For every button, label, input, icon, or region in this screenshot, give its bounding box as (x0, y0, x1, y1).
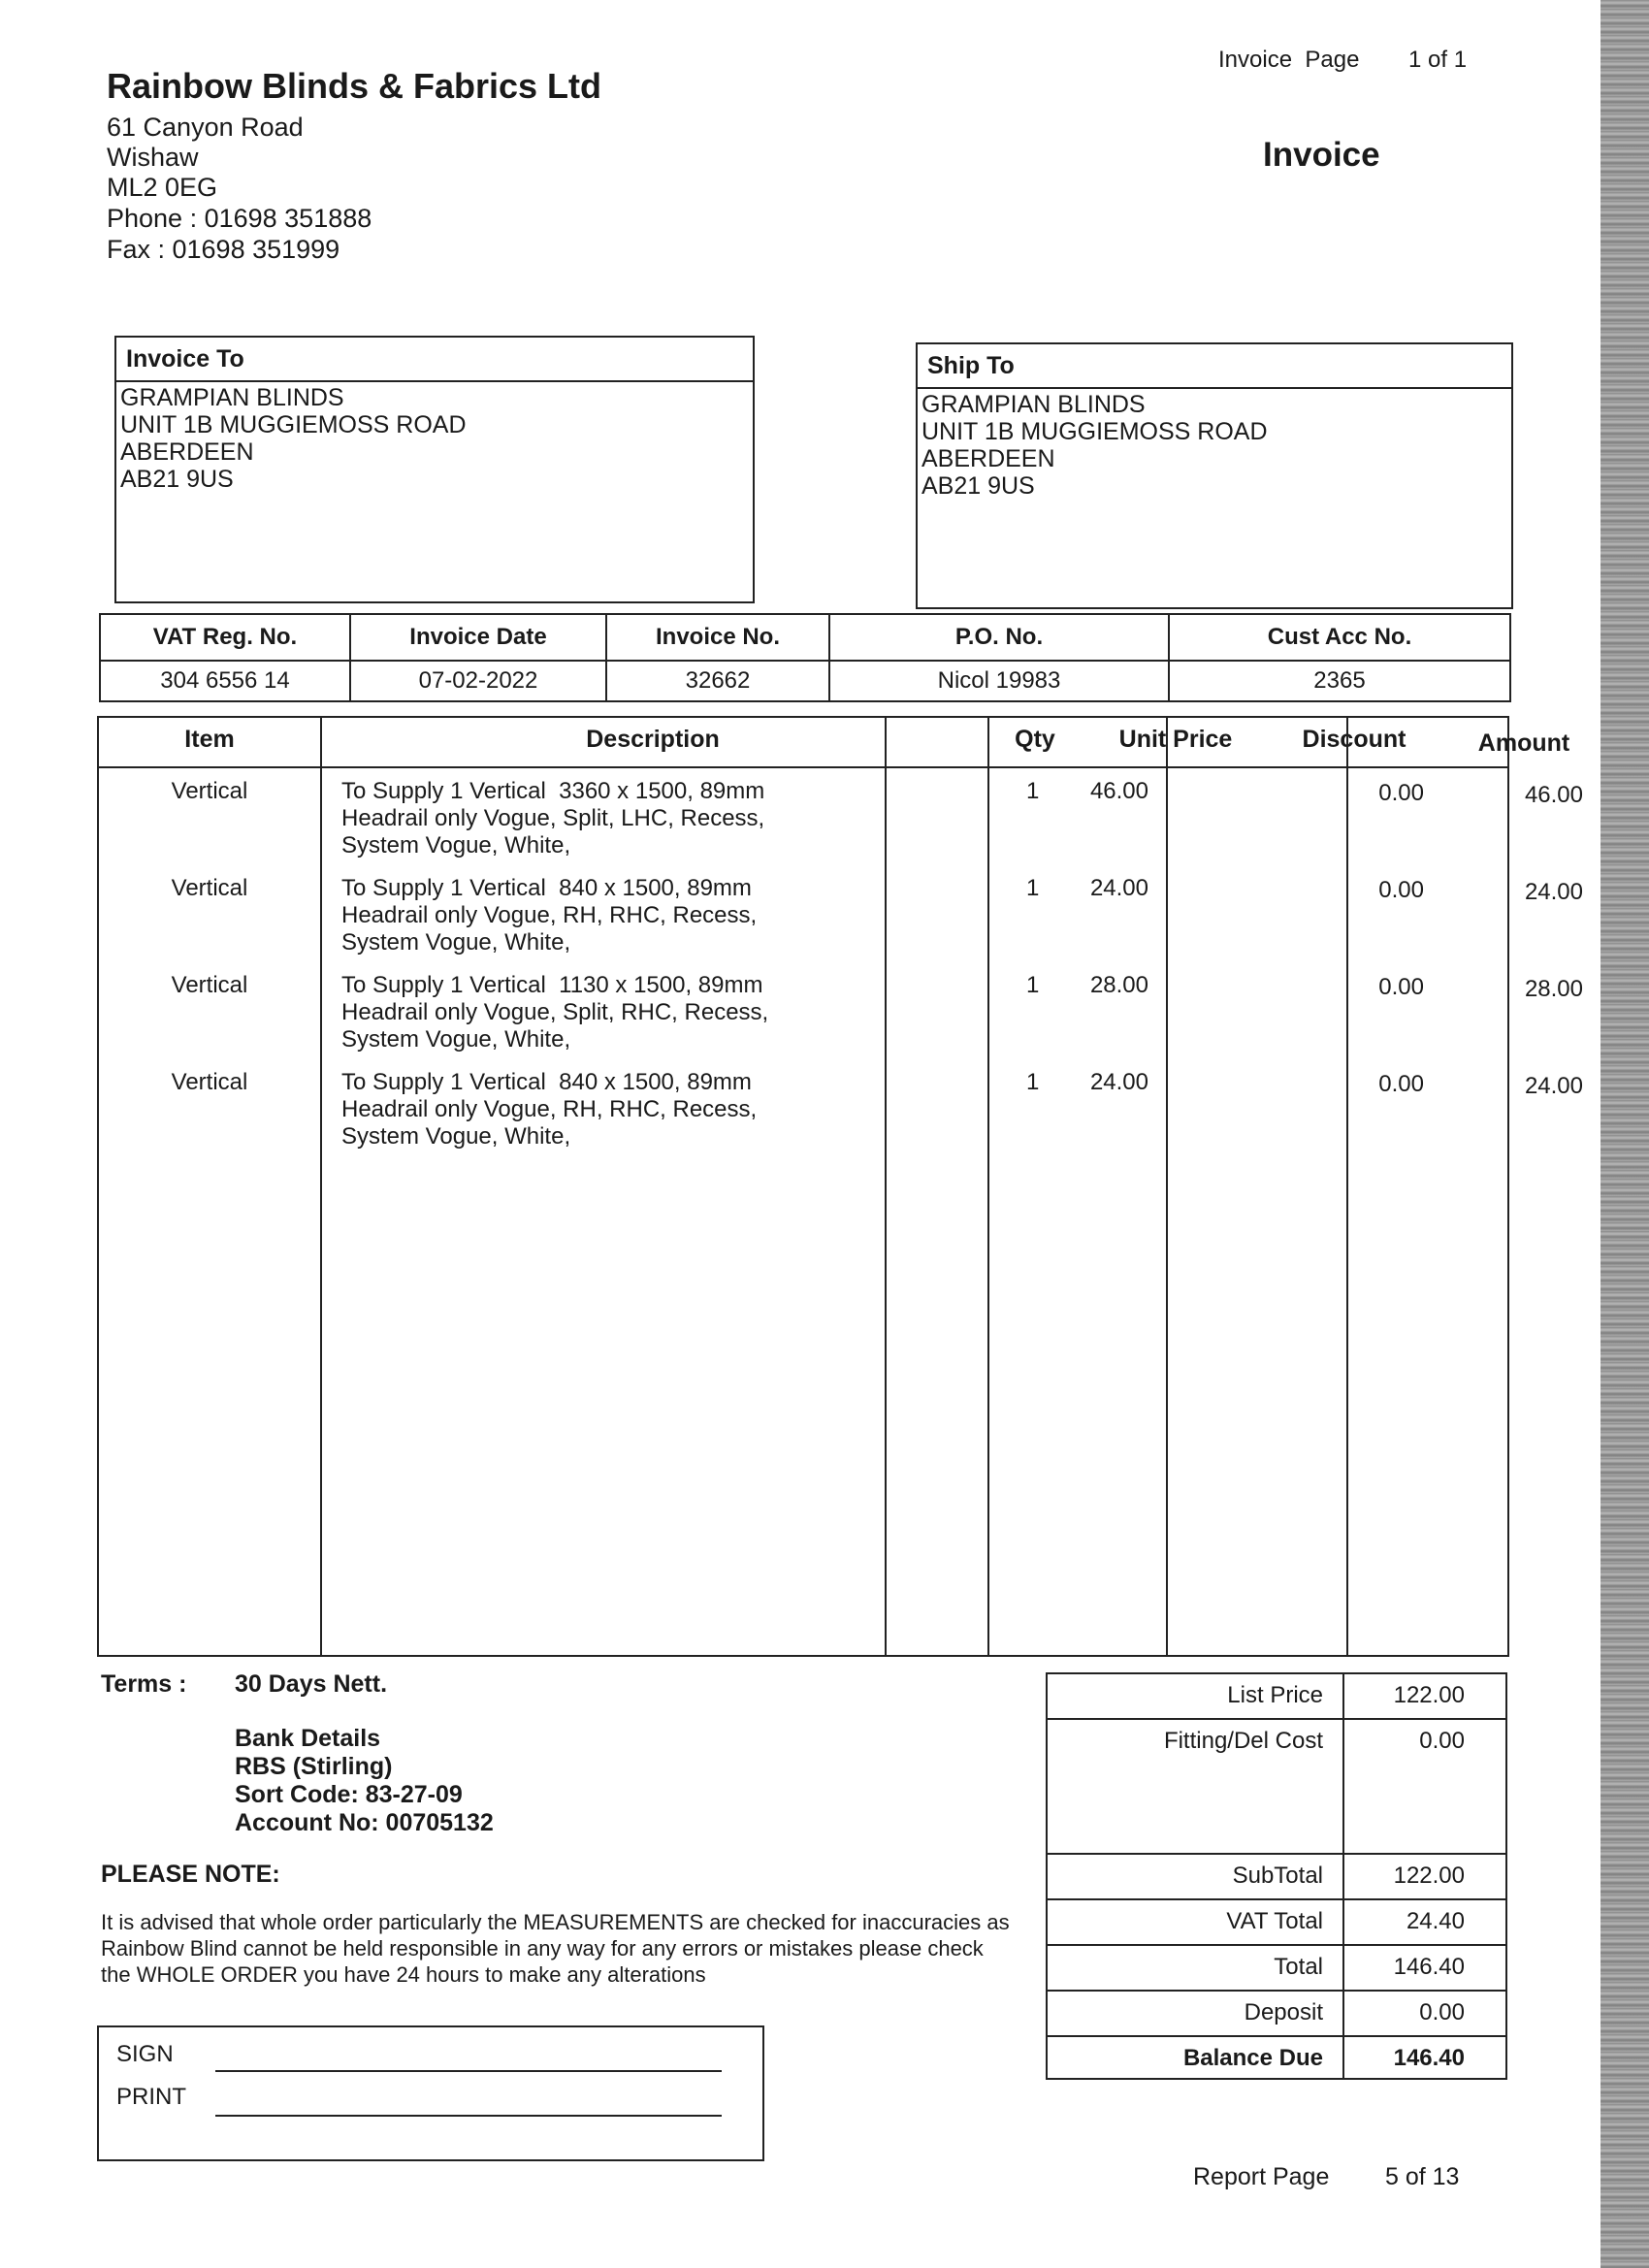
scan-edge-shadow (1600, 0, 1649, 2268)
totals-row-deposit (1048, 1992, 1505, 2037)
total-value: 146.40 (1393, 1954, 1465, 1980)
description-line: To Supply 1 Vertical 1130 x 1500, 89mm (341, 972, 763, 998)
discount-cell: 0.00 (1378, 1071, 1424, 1097)
items-header-row (99, 718, 1570, 768)
unit-price-cell: 46.00 (1089, 778, 1148, 804)
po-no-value: Nicol 19983 (829, 661, 1169, 701)
table-row (99, 863, 1583, 960)
sign-label: SIGN (116, 2041, 174, 2067)
qty-header: Qty (1015, 726, 1055, 753)
cust-acc-value: 2365 (1169, 661, 1510, 701)
unit-price-header: Unit Price (1118, 726, 1233, 753)
totals-row-fitting (1048, 1720, 1505, 1855)
address-line: ABERDEEN (922, 445, 1055, 472)
invoice-to-label: Invoice To (116, 338, 753, 382)
signature-box (97, 2025, 764, 2161)
qty-cell: 1 (1026, 1069, 1040, 1095)
description-cell (341, 875, 962, 956)
bank-name: RBS (Stirling) (235, 1753, 393, 1780)
meta-header-row (100, 614, 1510, 661)
cust-acc-header: Cust Acc No. (1169, 614, 1510, 661)
po-no-header: P.O. No. (829, 614, 1169, 661)
company-address-line: 61 Canyon Road (107, 113, 304, 142)
list-price-value: 122.00 (1393, 1682, 1465, 1708)
document-title: Invoice (1263, 136, 1380, 174)
totals-row-subtotal (1048, 1855, 1505, 1900)
deposit-label: Deposit (1244, 1999, 1323, 2025)
totals-row-vat (1048, 1900, 1505, 1946)
item-header: Item (184, 726, 235, 753)
invoice-to-address (116, 382, 753, 495)
vat-reg-header: VAT Reg. No. (100, 614, 350, 661)
sign-line (215, 2070, 722, 2072)
print-label: PRINT (116, 2084, 186, 2110)
invoice-no-header: Invoice No. (606, 614, 829, 661)
fitting-label: Fitting/Del Cost (1163, 1728, 1323, 1754)
description-cell (341, 972, 962, 1053)
item-cell: Vertical (171, 875, 248, 901)
ship-to-address (918, 389, 1511, 502)
description-line: To Supply 1 Vertical 840 x 1500, 89mm (341, 1069, 752, 1095)
invoice-meta-table (99, 613, 1511, 702)
invoice-to-box (114, 336, 755, 603)
discount-cell: 0.00 (1378, 780, 1424, 806)
address-line: AB21 9US (120, 466, 234, 493)
qty-cell: 1 (1026, 778, 1040, 804)
invoice-page-value: 1 of 1 (1408, 47, 1468, 73)
total-label: Total (1274, 1954, 1323, 1980)
totals-row-list-price (1048, 1674, 1505, 1720)
totals-row-total (1048, 1946, 1505, 1992)
description-line: Headrail only Vogue, Split, RHC, Recess, (341, 999, 769, 1025)
description-line: Headrail only Vogue, RH, RHC, Recess, (341, 1096, 758, 1122)
qty-cell: 1 (1026, 875, 1040, 901)
amount-header: Amount (1477, 729, 1570, 757)
address-line: GRAMPIAN BLINDS (922, 391, 1146, 418)
table-row (99, 766, 1583, 863)
invoice-page-label: Invoice Page (1218, 47, 1360, 73)
description-header: Description (586, 726, 720, 753)
company-address-line: Wishaw (107, 143, 199, 172)
print-line (215, 2115, 722, 2117)
deposit-value: 0.00 (1419, 1999, 1465, 2025)
description-line: To Supply 1 Vertical 3360 x 1500, 89mm (341, 778, 765, 804)
qty-cell: 1 (1026, 972, 1040, 998)
ship-to-label: Ship To (918, 344, 1511, 389)
table-row (99, 1057, 1583, 1154)
meta-value-row (100, 661, 1510, 701)
invoice-date-header: Invoice Date (350, 614, 606, 661)
unit-price-cell: 24.00 (1089, 875, 1148, 901)
address-line: GRAMPIAN BLINDS (120, 384, 344, 411)
invoice-date-value: 07-02-2022 (350, 661, 606, 701)
vat-total-label: VAT Total (1226, 1908, 1323, 1934)
sort-code: Sort Code: 83-27-09 (235, 1781, 463, 1808)
description-line: Headrail only Vogue, RH, RHC, Recess, (341, 902, 758, 928)
discount-cell: 0.00 (1378, 974, 1424, 1000)
please-note-text: It is advised that whole order particularly the MEASUREMENTS are checked for inaccuracies as Rainbow Blind cannot be held responsible in any way for any errors or mistakes please check the WHOLE ORDER you have 24 hours to make any alterations (101, 1910, 1010, 1987)
address-line: UNIT 1B MUGGIEMOSS ROAD (120, 411, 467, 438)
table-row (99, 960, 1583, 1057)
unit-price-cell: 24.00 (1089, 1069, 1148, 1095)
totals-box (1046, 1672, 1507, 2080)
discount-cell: 0.00 (1378, 877, 1424, 903)
company-address-line: ML2 0EG (107, 173, 218, 202)
please-note-heading: PLEASE NOTE: (101, 1861, 280, 1888)
subtotal-label: SubTotal (1232, 1863, 1323, 1889)
amount-cell: 28.00 (1524, 976, 1583, 1002)
totals-row-balance (1048, 2037, 1505, 2078)
description-line: System Vogue, White, (341, 832, 571, 859)
address-line: UNIT 1B MUGGIEMOSS ROAD (922, 418, 1268, 445)
amount-cell: 46.00 (1524, 782, 1583, 808)
unit-price-cell: 28.00 (1089, 972, 1148, 998)
report-page-label: Report Page (1193, 2163, 1330, 2190)
company-name: Rainbow Blinds & Fabrics Ltd (107, 66, 602, 106)
terms-value: 30 Days Nett. (235, 1670, 388, 1698)
bank-details (235, 1725, 494, 1837)
item-cell: Vertical (171, 1069, 248, 1095)
vat-reg-value: 304 6556 14 (100, 661, 350, 701)
description-line: Headrail only Vogue, Split, LHC, Recess, (341, 805, 765, 831)
description-cell (341, 1069, 962, 1150)
amount-cell: 24.00 (1524, 1073, 1583, 1099)
company-fax: Fax : 01698 351999 (107, 235, 340, 264)
ship-to-box (916, 342, 1513, 609)
description-cell (341, 778, 962, 859)
bank-details-heading: Bank Details (235, 1725, 381, 1752)
description-line: System Vogue, White, (341, 929, 571, 956)
address-line: ABERDEEN (120, 438, 254, 466)
list-price-label: List Price (1227, 1682, 1323, 1708)
account-number: Account No: 00705132 (235, 1809, 494, 1836)
line-items-table (97, 716, 1583, 1657)
balance-due-label: Balance Due (1182, 2045, 1323, 2071)
terms-label: Terms : (101, 1670, 187, 1698)
vat-total-value: 24.40 (1406, 1908, 1465, 1934)
invoice-no-value: 32662 (606, 661, 829, 701)
balance-due-value: 146.40 (1393, 2045, 1465, 2071)
item-cell: Vertical (171, 778, 248, 804)
subtotal-value: 122.00 (1393, 1863, 1465, 1889)
discount-header: Discount (1302, 726, 1406, 753)
report-page-value: 5 of 13 (1385, 2163, 1460, 2190)
company-phone: Phone : 01698 351888 (107, 204, 372, 233)
description-line: To Supply 1 Vertical 840 x 1500, 89mm (341, 875, 752, 901)
amount-cell: 24.00 (1524, 879, 1583, 905)
fitting-value: 0.00 (1419, 1728, 1465, 1754)
address-line: AB21 9US (922, 472, 1035, 500)
item-cell: Vertical (171, 972, 248, 998)
description-line: System Vogue, White, (341, 1123, 571, 1150)
description-line: System Vogue, White, (341, 1026, 571, 1053)
